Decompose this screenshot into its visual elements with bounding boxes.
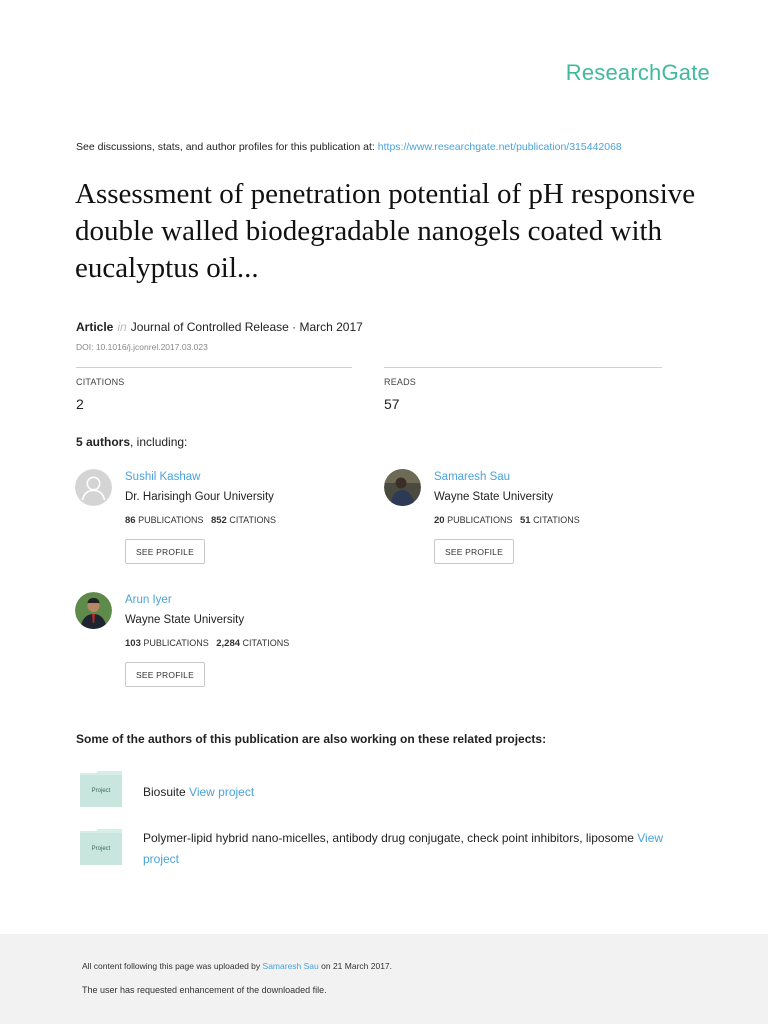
discussion-line xyxy=(76,141,622,153)
author-stats xyxy=(125,638,289,649)
author-institution: Wayne State University xyxy=(125,614,245,626)
citations-count: 51 xyxy=(519,515,531,526)
divider-citations xyxy=(76,367,352,368)
publications-label: PUBLICATIONS xyxy=(447,515,513,525)
upload-prefix: All content following this page was uploaded by xyxy=(82,961,261,971)
publication-type: Article xyxy=(76,320,114,334)
see-profile-button[interactable]: SEE PROFILE xyxy=(125,539,205,564)
upload-note xyxy=(82,961,392,971)
citations-label: CITATIONS xyxy=(242,638,290,648)
see-profile-button[interactable]: SEE PROFILE xyxy=(125,662,205,687)
view-project-link[interactable]: View project xyxy=(143,831,664,866)
project-name: Polymer-lipid hybrid nano-micelles, antibody drug conjugate, check point inhibitors, liposome xyxy=(143,831,634,845)
authors-suffix: , including: xyxy=(130,435,188,449)
citations-label: CITATIONS xyxy=(533,515,580,525)
doi: DOI: 10.1016/j.jconrel.2017.03.023 xyxy=(76,342,208,352)
author-card xyxy=(75,592,375,702)
author-name[interactable]: Samaresh Sau xyxy=(434,471,511,483)
uploader-link[interactable]: Samaresh Sau xyxy=(262,961,319,971)
publication-url-link[interactable]: https://www.researchgate.net/publication/315442068 xyxy=(377,141,622,153)
publications-count: 103 xyxy=(125,638,141,649)
researchgate-logo[interactable]: ResearchGate xyxy=(565,60,710,85)
divider-reads xyxy=(384,367,662,368)
author-card xyxy=(384,469,684,579)
project-icon-label: Project xyxy=(91,788,111,794)
project-folder-icon xyxy=(80,771,122,807)
author-card xyxy=(75,469,375,579)
default-person-icon[interactable] xyxy=(75,469,112,506)
citations-label: CITATIONS xyxy=(229,515,277,525)
author-institution: Dr. Harisingh Gour University xyxy=(125,491,274,503)
publications-label: PUBLICATIONS xyxy=(143,638,209,648)
in-label: in xyxy=(117,320,127,334)
author-stats xyxy=(434,515,580,526)
citations-count: 852 xyxy=(210,515,227,526)
citations-value: 2 xyxy=(76,396,84,412)
project-icon-label: Project xyxy=(91,846,111,852)
enhancement-note: The user has requested enhancement of the downloaded file. xyxy=(82,985,327,995)
upload-suffix: on 21 March 2017. xyxy=(321,961,393,971)
author-photo[interactable] xyxy=(384,469,421,506)
reads-value: 57 xyxy=(384,396,400,412)
citations-label: CITATIONS xyxy=(76,377,125,387)
publication-meta xyxy=(76,320,363,334)
publication-title: Assessment of penetration potential of pH responsive double walled biodegradable nanogels coated with eucalyptus oil... xyxy=(75,178,696,284)
publications-count: 20 xyxy=(434,515,445,526)
project-item xyxy=(143,782,683,803)
journal-date: Journal of Controlled Release · March 2017 xyxy=(130,320,363,334)
author-name[interactable]: Arun Iyer xyxy=(125,594,172,606)
discussion-prefix: See discussions, stats, and author profiles for this publication at: xyxy=(76,141,375,153)
publications-label: PUBLICATIONS xyxy=(138,515,204,525)
author-photo[interactable] xyxy=(75,592,112,629)
citations-count: 2,284 xyxy=(216,638,241,649)
authors-heading xyxy=(76,435,187,449)
reads-label: READS xyxy=(384,377,417,387)
author-stats xyxy=(125,515,276,526)
projects-heading: Some of the authors of this publication are also working on these related projects: xyxy=(76,732,547,746)
author-institution: Wayne State University xyxy=(434,491,554,503)
project-folder-icon xyxy=(80,829,122,865)
publications-count: 86 xyxy=(125,515,136,526)
project-name: Biosuite xyxy=(143,785,186,799)
author-name[interactable]: Sushil Kashaw xyxy=(125,471,201,483)
see-profile-button[interactable]: SEE PROFILE xyxy=(434,539,514,564)
view-project-link[interactable]: View project xyxy=(189,785,255,799)
project-item xyxy=(143,828,683,870)
authors-count: 5 authors xyxy=(76,435,131,449)
footer xyxy=(0,934,768,1024)
